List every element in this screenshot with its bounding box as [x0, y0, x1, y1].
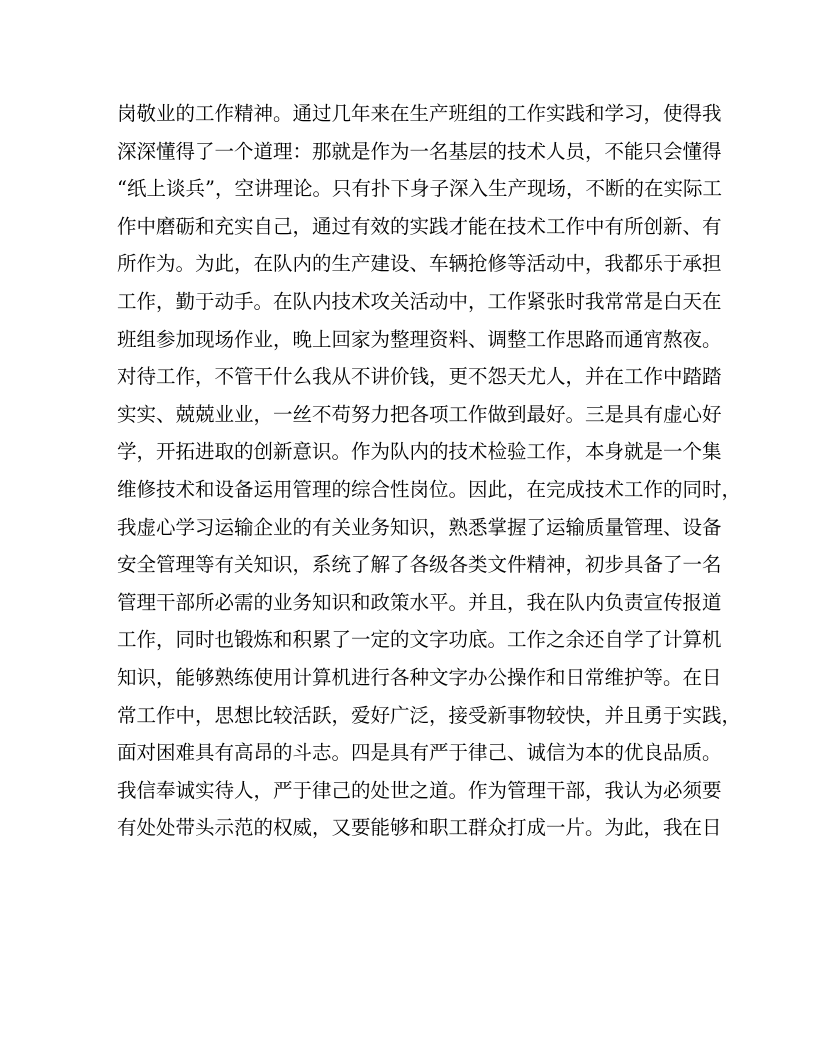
text-line: “纸上谈兵”，空讲理论。只有扑下身子深入生产现场，不断的在实际工 — [117, 177, 722, 201]
text-line: 对待工作，不管干什么我从不讲价钱，更不怨天尤人，并在工作中踏踏 — [117, 365, 722, 389]
text-line: 我信奉诚实待人，严于律己的处世之道。作为管理干部，我认为必须要 — [117, 778, 722, 802]
text-line: 岗敬业的工作精神。通过几年来在生产班组的工作实践和学习，使得我 — [117, 102, 722, 125]
text-line: 常工作中，思想比较活跃，爱好广泛，接受新事物较快，并且勇于实践， — [117, 703, 742, 727]
text-line: 我虚心学习运输企业的有关业务知识，熟悉掌握了运输质量管理、设备 — [117, 515, 722, 539]
text-line: 安全管理等有关知识，系统了解了各级各类文件精神，初步具备了一名 — [117, 553, 722, 577]
text-line: 工作，同时也锻炼和积累了一定的文字功底。工作之余还自学了计算机 — [117, 628, 722, 652]
text-line: 学，开拓进取的创新意识。作为队内的技术检验工作，本身就是一个集 — [117, 440, 722, 464]
text-line: 管理干部所必需的业务知识和政策水平。并且，我在队内负责宣传报道 — [117, 590, 722, 614]
text-line: 深深懂得了一个道理：那就是作为一名基层的技术人员，不能只会懂得 — [117, 139, 722, 163]
text-line: 知识，能够熟练使用计算机进行各种文字办公操作和日常维护等。在日 — [117, 665, 722, 689]
text-line: 作中磨砺和充实自己，通过有效的实践才能在技术工作中有所创新、有 — [117, 214, 722, 238]
text-line: 有处处带头示范的权威，又要能够和职工群众打成一片。为此，我在日 — [117, 816, 722, 840]
text-line: 实实、兢兢业业，一丝不苟努力把各项工作做到最好。三是具有虚心好 — [117, 402, 722, 426]
text-line: 面对困难具有高昂的斗志。四是具有严于律己、诚信为本的优良品质。 — [117, 741, 722, 765]
text-line: 所作为。为此，在队内的生产建设、车辆抢修等活动中，我都乐于承担 — [117, 252, 722, 276]
text-line: 工作，勤于动手。在队内技术攻关活动中，工作紧张时我常常是白天在 — [117, 289, 722, 313]
body-text — [117, 95, 742, 847]
text-line: 班组参加现场作业，晚上回家为整理资料、调整工作思路而通宵熬夜。 — [117, 327, 722, 351]
text-line: 维修技术和设备运用管理的综合性岗位。因此，在完成技术工作的同时， — [117, 477, 742, 501]
